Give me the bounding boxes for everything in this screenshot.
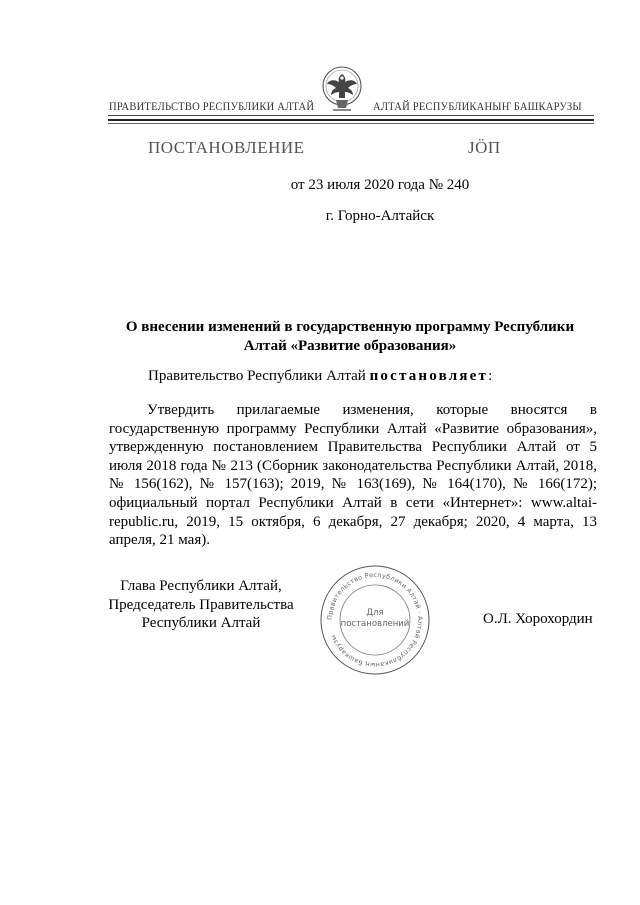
signatory-position [106, 577, 296, 633]
document-title: О внесении изменений в государственную программу Республики Алтай «Развитие образования» [125, 319, 575, 354]
stamp-ring-text: Правительство Республики Алтай · Алтай Республиканың Башкарузы [325, 570, 425, 670]
lead-suffix: : [488, 368, 493, 384]
stamp-center-line-1: Для [366, 608, 384, 618]
org-name-altai: АЛТАЙ РЕСПУБЛИКАНЫҤ БАШКАРУЗЫ [373, 101, 582, 113]
body-paragraph: Утвердить прилагаемые изменения, которые вносятся в государственную программу Республики Алтай «Развитие образования», утвержденную постановлением Правительства Республики Алтай от 5 июля 2018 года № 213 (Сборник законодательства Республики Алтай, 2018, № 156(162), № 157(163); 2019, № 163(169), № 164(170), № 166(172); официальный портал Республики Алтай в сети «Интернет»: www.altai-republic.ru, 2019, 15 октября, 6 декабря, 27 декабря; 2020, 4 марта, 13 апреля, 21 мая). [109, 402, 597, 549]
doc-type-russian: ПОСТАНОВЛЕНИЕ [148, 138, 305, 157]
stamp-center-line-2: постановлений [340, 619, 410, 629]
position-line-2: Председатель Правительства [108, 596, 294, 613]
header-rule-thin-lower [108, 123, 594, 124]
position-line-1: Глава Республики Алтай, [120, 578, 282, 594]
coat-of-arms-icon [319, 64, 365, 122]
signatory-name: О.Л. Хорохордин [483, 611, 593, 627]
document-city: г. Горно-Алтайск [325, 208, 435, 224]
lead-sentence [148, 368, 492, 385]
doc-type-altai: JӦП [468, 138, 501, 157]
header-rule-thin [108, 115, 594, 116]
lead-verb: постановляет [369, 368, 489, 384]
position-line-3: Республики Алтай [141, 615, 261, 631]
document-date-number: от 23 июля 2020 года № 240 [290, 177, 470, 193]
lead-prefix: Правительство Республики Алтай [148, 368, 370, 384]
org-name-russian: ПРАВИТЕЛЬСТВО РЕСПУБЛИКИ АЛТАЙ [109, 101, 315, 113]
header-rule-thick [108, 119, 594, 121]
round-seal-stamp-icon [318, 563, 432, 677]
